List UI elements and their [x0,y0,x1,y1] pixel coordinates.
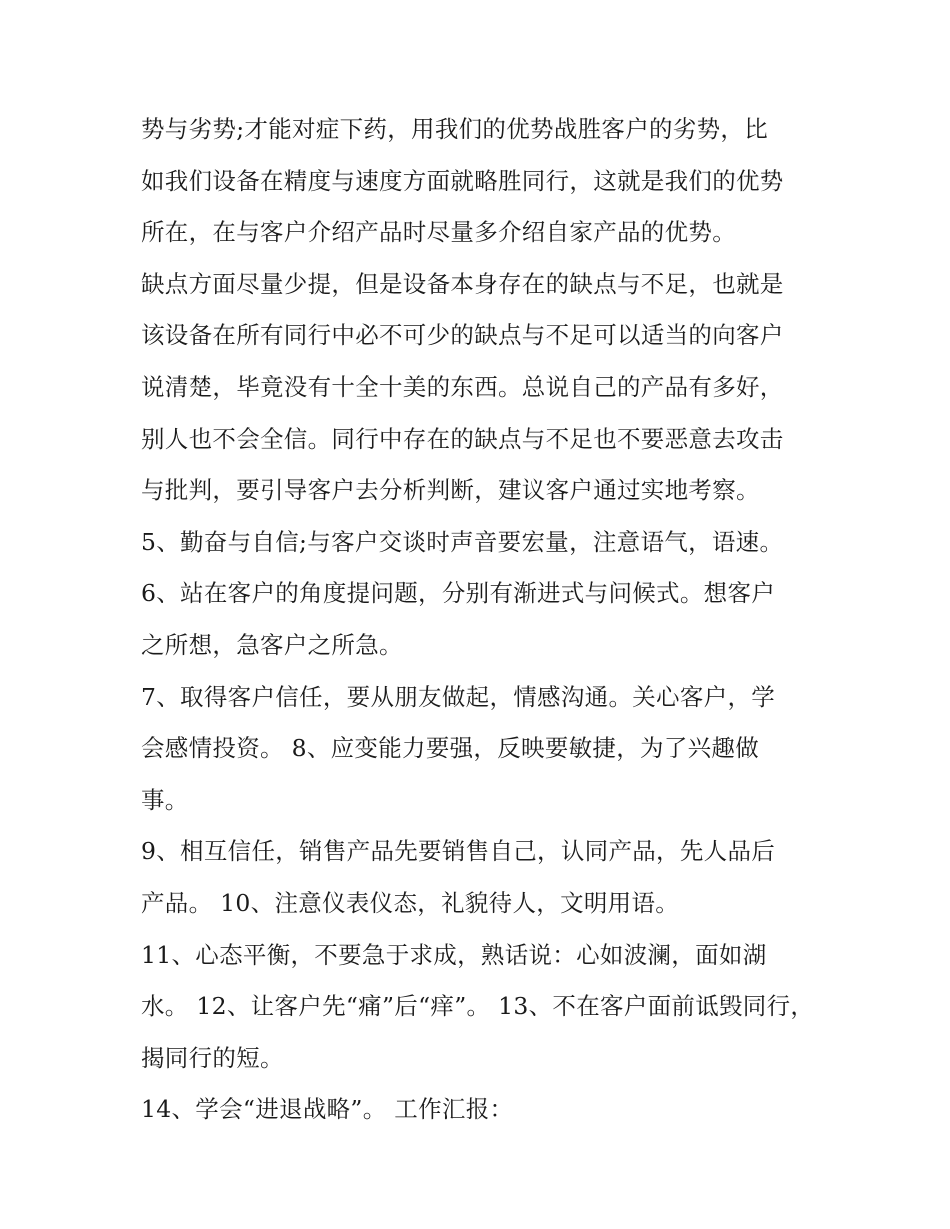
text-line: 势与劣势;才能对症下药，用我们的优势战胜客户的劣势，比 [141,115,769,143]
text-line: 5、勤奋与自信;与客户交谈时声音要宏量，注意语气，语速。 [141,527,784,556]
text-line: 缺点方面尽量少提，但是设备本身存在的缺点与不足，也就是 [141,269,784,298]
text-line: 9、相互信任，销售产品先要销售自己，认同产品，先人品后 [141,837,776,866]
text-line: 与批判，要引导客户去分析判断，建议客户通过实地考察。 [141,476,760,505]
text-line: 14、学会“进退战略”。 工作汇报： [141,1095,514,1124]
text-line: 所在，在与客户介绍产品时尽量多介绍自家产品的优势。 [141,218,736,247]
text-line: 说清楚，毕竟没有十全十美的东西。总说自己的产品有多好， [141,372,784,401]
text-line: 7、取得客户信任，要从朋友做起，情感沟通。关心客户，学 [141,682,776,711]
text-line: 6、站在客户的角度提问题，分别有渐进式与问候式。想客户 [141,579,776,608]
text-line: 揭同行的短。 [141,1043,284,1072]
text-line: 会感情投资。 8、应变能力要强，反映要敏捷，为了兴趣做 [141,734,760,763]
text-line: 该设备在所有同行中必不可少的缺点与不足可以适当的向客户 [141,321,784,350]
body-text [141,104,821,1136]
text-line: 水。 12、让客户先“痛”后“痒”。 13、不在客户面前诋毁同行， [141,992,815,1021]
text-line: 别人也不会全信。同行中存在的缺点与不足也不要恶意去攻击 [141,424,784,453]
text-line: 11、心态平衡，不要急于求成，熟话说：心如波澜，面如湖 [141,940,767,969]
text-line: 如我们设备在精度与速度方面就略胜同行，这就是我们的优势 [141,166,784,195]
text-line: 事。 [141,785,189,814]
text-line: 产品。 10、注意仪表仪态，礼貌待人，文明用语。 [141,888,680,917]
text-line: 之所想，急客户之所急。 [141,630,403,659]
